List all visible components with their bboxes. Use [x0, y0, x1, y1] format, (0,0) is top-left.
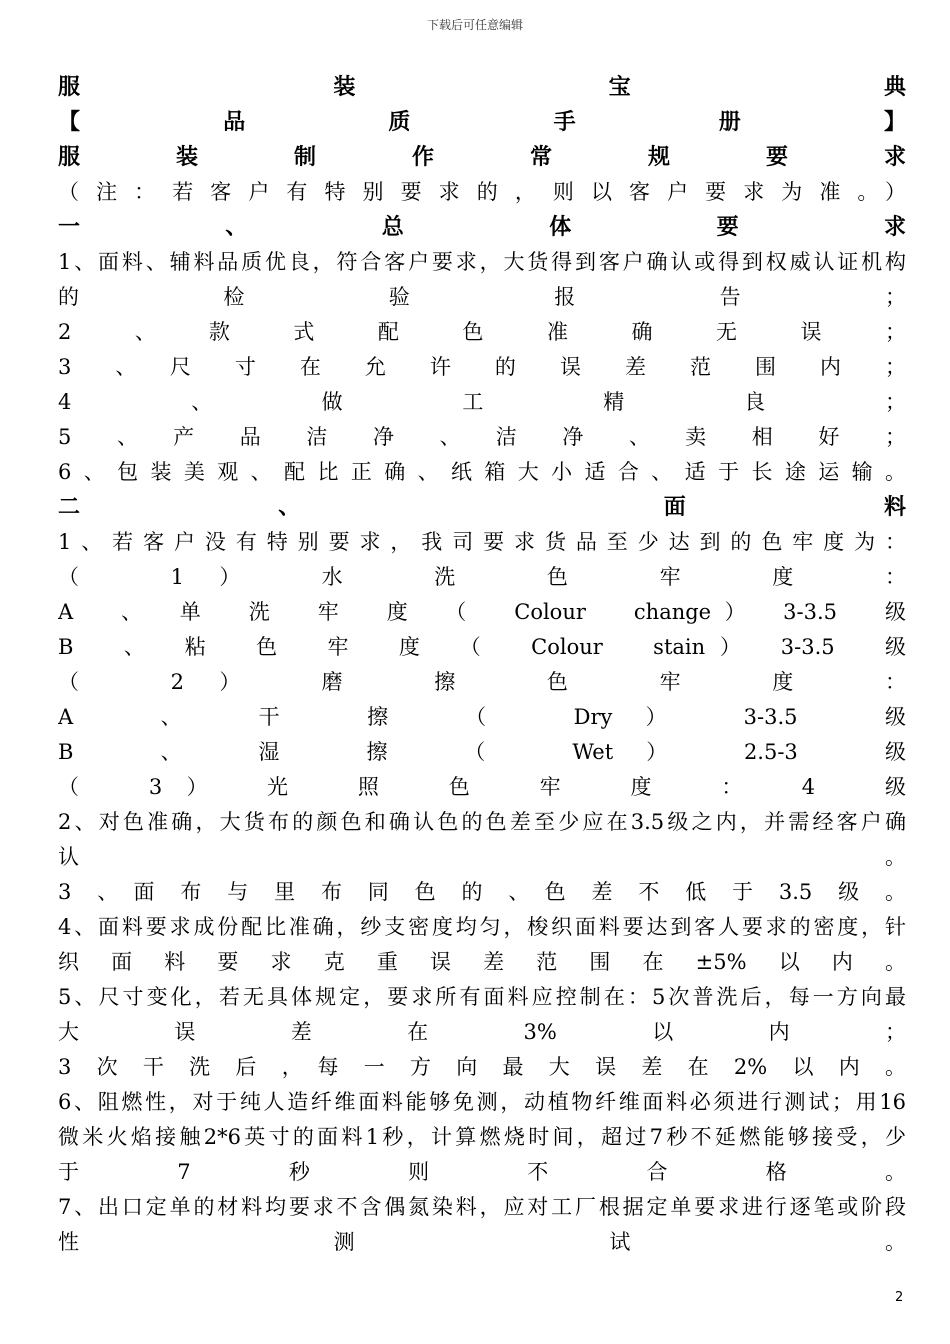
text-line: 1、若客户没有特别要求，我司要求货品至少达到的色牢度为：: [58, 530, 906, 554]
text-line: 4 、 做 工 精 良 ；: [58, 390, 906, 414]
text-line: 6、包装美观、配比正确、纸箱大小适合、适于长途运输。: [58, 460, 906, 484]
text-line: 1、面料、辅料品质优良，符合客户要求，大货得到客户确认或得到权威认证机构: [58, 250, 906, 274]
text-line: 于 7 秒 则 不 合 格 。: [58, 1160, 906, 1184]
text-line: （ 1） 水 洗 色 牢 度 ：: [58, 565, 906, 589]
text-line: 【 品 质 手 册 】: [58, 110, 906, 135]
text-line: 7、出口定单的材料均要求不含偶氮染料，应对工厂根据定单要求进行逐笔或阶段: [58, 1195, 906, 1219]
text-line: 5、尺寸变化，若无具体规定，要求所有面料应控制在：5次普洗后，每一方向最: [58, 985, 906, 1009]
text-line: 3 、 尺 寸 在 允 许 的 误 差 范 围 内 ；: [58, 355, 906, 379]
text-line: （ 2） 磨 擦 色 牢 度 ：: [58, 670, 906, 694]
text-line: 二 、 面 料: [58, 495, 906, 520]
text-line: 5 、 产 品 洁 净 、 洁 净 、 卖 相 好 ；: [58, 425, 906, 449]
text-line: 3 次 干 洗 后 ， 每 一 方 向 最 大 误 差 在 2% 以 内 。: [58, 1055, 906, 1079]
text-line: 微米火焰接触2*6英寸的面料1秒，计算燃烧时间，超过7秒不延燃能够接受，少: [58, 1125, 906, 1149]
text-line: 性 测 试 。: [58, 1230, 906, 1254]
text-line: A 、 单 洗 牢 度 （ Colour change） 3-3.5 级: [58, 600, 906, 624]
document-body: [58, 70, 906, 1260]
text-line: 一 、 总 体 要 求: [58, 215, 906, 240]
text-line: A 、 干 擦 （ Dry） 3-3.5 级: [58, 705, 906, 729]
text-line: 2 、 款 式 配 色 准 确 无 误 ；: [58, 320, 906, 344]
text-line: B 、 湿 擦 （ Wet） 2.5-3 级: [58, 740, 906, 764]
page-header: 下载后可任意编辑: [426, 18, 523, 32]
text-line: 织 面 料 要 求 克 重 误 差 范 围 在 ±5% 以 内 。: [58, 950, 906, 974]
text-line: 4、面料要求成份配比准确，纱支密度均匀，梭织面料要达到客人要求的密度，针: [58, 915, 906, 939]
text-line: 服 装 制 作 常 规 要 求: [58, 145, 906, 170]
text-line: 2、对色准确，大货布的颜色和确认色的色差至少应在3.5级之内，并需经客户确: [58, 810, 906, 834]
text-line: 3 、 面 布 与 里 布 同 色 的 、 色 差 不 低 于 3.5 级 。: [58, 880, 906, 904]
page-number: 2: [895, 1290, 904, 1305]
text-line: （注：若客户有特别要求的，则以客户要求为准。）: [58, 180, 906, 204]
text-line: B 、 粘 色 牢 度 （ Colour stain） 3-3.5 级: [58, 635, 906, 659]
text-line: 6、阻燃性，对于纯人造纤维面料能够免测，动植物纤维面料必须进行测试；用16: [58, 1090, 906, 1114]
text-line: 的 检 验 报 告 ；: [58, 285, 906, 309]
text-line: 大 误 差 在 3% 以 内 ；: [58, 1020, 906, 1044]
text-line: 服 装 宝 典: [58, 75, 906, 100]
text-line: （ 3） 光 照 色 牢 度 ： 4 级: [58, 775, 906, 799]
text-line: 认 。: [58, 845, 906, 869]
